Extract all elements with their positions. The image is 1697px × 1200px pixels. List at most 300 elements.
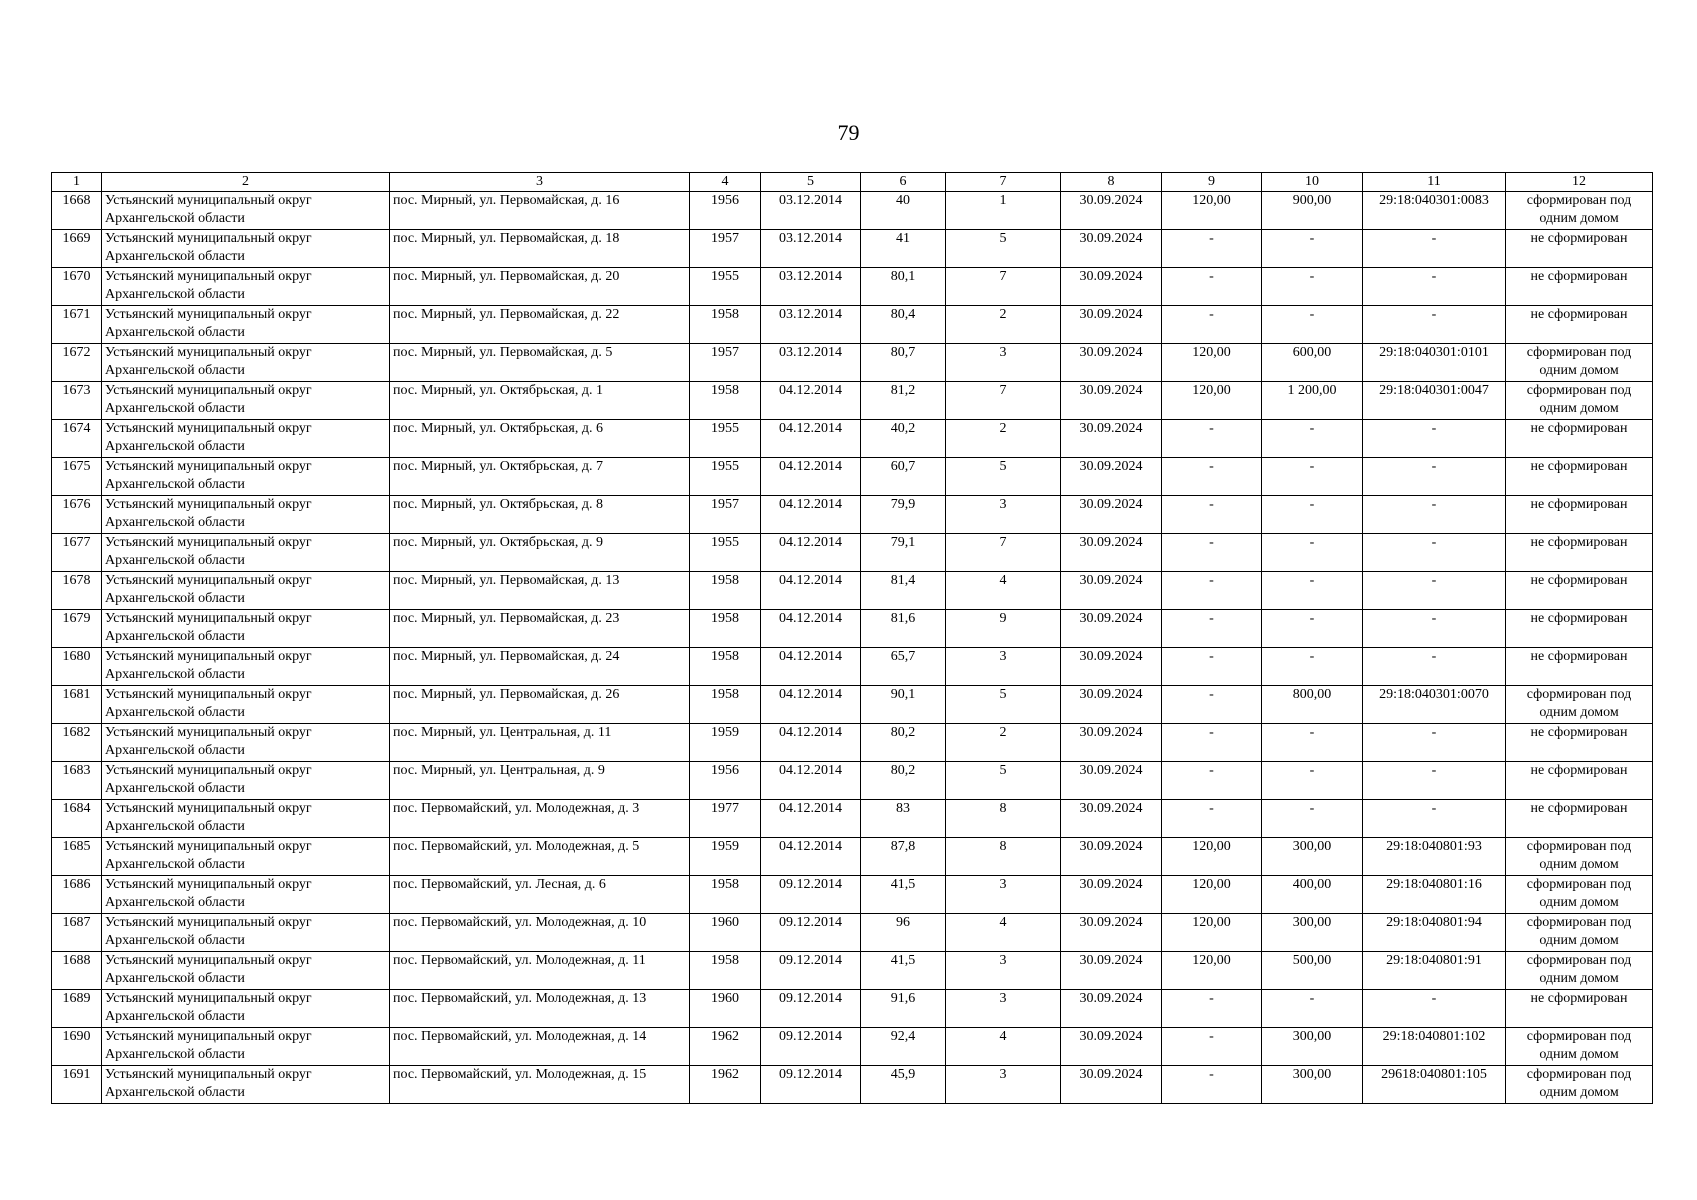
address-cell: пос. Мирный, ул. Первомайская, д. 5	[390, 344, 690, 382]
area-cell: 81,2	[861, 382, 946, 420]
municipality-cell: Устьянский муниципальный округ Архангельской области	[102, 344, 390, 382]
row-number: 1678	[52, 572, 102, 610]
area-cell: 92,4	[861, 1028, 946, 1066]
address-cell: пос. Первомайский, ул. Молодежная, д. 5	[390, 838, 690, 876]
row-number: 1684	[52, 800, 102, 838]
column-9-cell: -	[1162, 762, 1262, 800]
municipality-cell: Устьянский муниципальный округ Архангельской области	[102, 230, 390, 268]
column-10-cell: -	[1262, 724, 1363, 762]
column-9-cell: -	[1162, 1028, 1262, 1066]
land-status-cell: сформирован под одним домом	[1506, 382, 1653, 420]
cadastral-number-cell: 29:18:040801:16	[1363, 876, 1506, 914]
table-body	[52, 192, 1653, 1104]
column-9-cell: -	[1162, 420, 1262, 458]
column-9-cell: -	[1162, 230, 1262, 268]
column-8-date-cell: 30.09.2024	[1061, 838, 1162, 876]
municipality-cell: Устьянский муниципальный округ Архангельской области	[102, 762, 390, 800]
year-cell: 1959	[690, 724, 761, 762]
date-cell: 03.12.2014	[761, 344, 861, 382]
cadastral-number-cell: -	[1363, 306, 1506, 344]
column-10-cell: -	[1262, 230, 1363, 268]
column-9-cell: 120,00	[1162, 952, 1262, 990]
cadastral-number-cell: 29:18:040801:91	[1363, 952, 1506, 990]
column-7-cell: 5	[946, 686, 1061, 724]
column-7-cell: 3	[946, 344, 1061, 382]
column-9-cell: -	[1162, 800, 1262, 838]
land-status-cell: не сформирован	[1506, 800, 1653, 838]
year-cell: 1956	[690, 192, 761, 230]
row-number: 1688	[52, 952, 102, 990]
column-10-cell: 600,00	[1262, 344, 1363, 382]
address-cell: пос. Мирный, ул. Первомайская, д. 13	[390, 572, 690, 610]
year-cell: 1958	[690, 610, 761, 648]
column-header-2: 2	[102, 173, 390, 192]
area-cell: 80,1	[861, 268, 946, 306]
column-10-cell: -	[1262, 800, 1363, 838]
row-number: 1686	[52, 876, 102, 914]
table-row	[52, 420, 1653, 458]
row-number: 1672	[52, 344, 102, 382]
column-10-cell: -	[1262, 610, 1363, 648]
column-9-cell: 120,00	[1162, 344, 1262, 382]
row-number: 1689	[52, 990, 102, 1028]
column-9-cell: -	[1162, 1066, 1262, 1104]
date-cell: 04.12.2014	[761, 724, 861, 762]
header-row	[52, 173, 1653, 192]
column-header-8: 8	[1061, 173, 1162, 192]
column-7-cell: 2	[946, 724, 1061, 762]
land-status-cell: не сформирован	[1506, 572, 1653, 610]
year-cell: 1959	[690, 838, 761, 876]
year-cell: 1958	[690, 306, 761, 344]
date-cell: 04.12.2014	[761, 496, 861, 534]
column-8-date-cell: 30.09.2024	[1061, 1066, 1162, 1104]
column-8-date-cell: 30.09.2024	[1061, 990, 1162, 1028]
column-9-cell: -	[1162, 610, 1262, 648]
column-7-cell: 7	[946, 268, 1061, 306]
address-cell: пос. Мирный, ул. Октябрьская, д. 9	[390, 534, 690, 572]
year-cell: 1955	[690, 534, 761, 572]
land-status-cell: сформирован под одним домом	[1506, 344, 1653, 382]
table-row	[52, 192, 1653, 230]
area-cell: 96	[861, 914, 946, 952]
cadastral-number-cell: -	[1363, 800, 1506, 838]
year-cell: 1960	[690, 990, 761, 1028]
column-10-cell: 500,00	[1262, 952, 1363, 990]
land-status-cell: сформирован под одним домом	[1506, 876, 1653, 914]
column-9-cell: 120,00	[1162, 192, 1262, 230]
row-number: 1674	[52, 420, 102, 458]
cadastral-number-cell: 29:18:040801:93	[1363, 838, 1506, 876]
address-cell: пос. Первомайский, ул. Молодежная, д. 11	[390, 952, 690, 990]
column-10-cell: -	[1262, 990, 1363, 1028]
cadastral-number-cell: -	[1363, 990, 1506, 1028]
cadastral-number-cell: 29:18:040801:94	[1363, 914, 1506, 952]
column-8-date-cell: 30.09.2024	[1061, 876, 1162, 914]
column-header-9: 9	[1162, 173, 1262, 192]
address-cell: пос. Мирный, ул. Первомайская, д. 23	[390, 610, 690, 648]
column-10-cell: 300,00	[1262, 1028, 1363, 1066]
land-status-cell: сформирован под одним домом	[1506, 952, 1653, 990]
address-cell: пос. Первомайский, ул. Лесная, д. 6	[390, 876, 690, 914]
land-status-cell: не сформирован	[1506, 306, 1653, 344]
land-status-cell: сформирован под одним домом	[1506, 1028, 1653, 1066]
date-cell: 04.12.2014	[761, 648, 861, 686]
row-number: 1690	[52, 1028, 102, 1066]
column-10-cell: -	[1262, 420, 1363, 458]
table-row	[52, 838, 1653, 876]
column-header-10: 10	[1262, 173, 1363, 192]
area-cell: 80,7	[861, 344, 946, 382]
row-number: 1681	[52, 686, 102, 724]
column-10-cell: -	[1262, 458, 1363, 496]
column-9-cell: -	[1162, 686, 1262, 724]
table-row	[52, 572, 1653, 610]
date-cell: 03.12.2014	[761, 306, 861, 344]
housing-register-table	[51, 172, 1653, 1104]
table-row	[52, 800, 1653, 838]
column-8-date-cell: 30.09.2024	[1061, 496, 1162, 534]
land-status-cell: не сформирован	[1506, 990, 1653, 1028]
column-8-date-cell: 30.09.2024	[1061, 572, 1162, 610]
table-row	[52, 762, 1653, 800]
table-row	[52, 230, 1653, 268]
column-10-cell: 400,00	[1262, 876, 1363, 914]
column-header-7: 7	[946, 173, 1061, 192]
column-10-cell: -	[1262, 268, 1363, 306]
table-row	[52, 458, 1653, 496]
row-number: 1691	[52, 1066, 102, 1104]
column-8-date-cell: 30.09.2024	[1061, 458, 1162, 496]
date-cell: 04.12.2014	[761, 762, 861, 800]
column-10-cell: -	[1262, 572, 1363, 610]
column-header-1: 1	[52, 173, 102, 192]
column-9-cell: -	[1162, 572, 1262, 610]
column-10-cell: 1 200,00	[1262, 382, 1363, 420]
cadastral-number-cell: -	[1363, 762, 1506, 800]
column-10-cell: -	[1262, 306, 1363, 344]
area-cell: 40	[861, 192, 946, 230]
column-8-date-cell: 30.09.2024	[1061, 1028, 1162, 1066]
column-8-date-cell: 30.09.2024	[1061, 762, 1162, 800]
municipality-cell: Устьянский муниципальный округ Архангельской области	[102, 648, 390, 686]
address-cell: пос. Первомайский, ул. Молодежная, д. 10	[390, 914, 690, 952]
date-cell: 04.12.2014	[761, 838, 861, 876]
column-8-date-cell: 30.09.2024	[1061, 420, 1162, 458]
date-cell: 04.12.2014	[761, 458, 861, 496]
cadastral-number-cell: -	[1363, 572, 1506, 610]
land-status-cell: сформирован под одним домом	[1506, 1066, 1653, 1104]
table-row	[52, 1028, 1653, 1066]
area-cell: 81,4	[861, 572, 946, 610]
area-cell: 65,7	[861, 648, 946, 686]
address-cell: пос. Мирный, ул. Центральная, д. 9	[390, 762, 690, 800]
municipality-cell: Устьянский муниципальный округ Архангельской области	[102, 496, 390, 534]
column-7-cell: 5	[946, 762, 1061, 800]
cadastral-number-cell: -	[1363, 648, 1506, 686]
address-cell: пос. Мирный, ул. Первомайская, д. 18	[390, 230, 690, 268]
land-status-cell: не сформирован	[1506, 762, 1653, 800]
row-number: 1671	[52, 306, 102, 344]
date-cell: 04.12.2014	[761, 382, 861, 420]
area-cell: 87,8	[861, 838, 946, 876]
row-number: 1683	[52, 762, 102, 800]
column-8-date-cell: 30.09.2024	[1061, 952, 1162, 990]
column-9-cell: -	[1162, 458, 1262, 496]
address-cell: пос. Мирный, ул. Первомайская, д. 22	[390, 306, 690, 344]
row-number: 1669	[52, 230, 102, 268]
land-status-cell: не сформирован	[1506, 420, 1653, 458]
column-7-cell: 4	[946, 914, 1061, 952]
date-cell: 03.12.2014	[761, 268, 861, 306]
land-status-cell: не сформирован	[1506, 458, 1653, 496]
area-cell: 40,2	[861, 420, 946, 458]
column-10-cell: 300,00	[1262, 1066, 1363, 1104]
year-cell: 1957	[690, 230, 761, 268]
year-cell: 1977	[690, 800, 761, 838]
column-header-11: 11	[1363, 173, 1506, 192]
column-7-cell: 3	[946, 952, 1061, 990]
column-header-12: 12	[1506, 173, 1653, 192]
row-number: 1687	[52, 914, 102, 952]
column-header-4: 4	[690, 173, 761, 192]
column-8-date-cell: 30.09.2024	[1061, 648, 1162, 686]
year-cell: 1958	[690, 876, 761, 914]
municipality-cell: Устьянский муниципальный округ Архангельской области	[102, 990, 390, 1028]
column-7-cell: 3	[946, 496, 1061, 534]
column-10-cell: -	[1262, 648, 1363, 686]
cadastral-number-cell: 29:18:040301:0070	[1363, 686, 1506, 724]
address-cell: пос. Мирный, ул. Октябрьская, д. 7	[390, 458, 690, 496]
municipality-cell: Устьянский муниципальный округ Архангельской области	[102, 572, 390, 610]
column-9-cell: 120,00	[1162, 876, 1262, 914]
row-number: 1673	[52, 382, 102, 420]
column-8-date-cell: 30.09.2024	[1061, 192, 1162, 230]
cadastral-number-cell: 29:18:040301:0047	[1363, 382, 1506, 420]
address-cell: пос. Мирный, ул. Первомайская, д. 16	[390, 192, 690, 230]
land-status-cell: сформирован под одним домом	[1506, 686, 1653, 724]
cadastral-number-cell: -	[1363, 534, 1506, 572]
year-cell: 1958	[690, 382, 761, 420]
municipality-cell: Устьянский муниципальный округ Архангельской области	[102, 952, 390, 990]
table-row	[52, 382, 1653, 420]
table-row	[52, 1066, 1653, 1104]
year-cell: 1958	[690, 648, 761, 686]
column-7-cell: 4	[946, 572, 1061, 610]
column-7-cell: 2	[946, 420, 1061, 458]
year-cell: 1958	[690, 686, 761, 724]
year-cell: 1960	[690, 914, 761, 952]
table-row	[52, 990, 1653, 1028]
cadastral-number-cell: -	[1363, 496, 1506, 534]
column-10-cell: 800,00	[1262, 686, 1363, 724]
date-cell: 04.12.2014	[761, 572, 861, 610]
cadastral-number-cell: -	[1363, 458, 1506, 496]
column-7-cell: 3	[946, 990, 1061, 1028]
address-cell: пос. Мирный, ул. Октябрьская, д. 6	[390, 420, 690, 458]
column-7-cell: 9	[946, 610, 1061, 648]
address-cell: пос. Мирный, ул. Первомайская, д. 24	[390, 648, 690, 686]
address-cell: пос. Мирный, ул. Первомайская, д. 20	[390, 268, 690, 306]
cadastral-number-cell: -	[1363, 724, 1506, 762]
column-8-date-cell: 30.09.2024	[1061, 800, 1162, 838]
column-7-cell: 7	[946, 534, 1061, 572]
municipality-cell: Устьянский муниципальный округ Архангельской области	[102, 458, 390, 496]
column-8-date-cell: 30.09.2024	[1061, 534, 1162, 572]
column-7-cell: 1	[946, 192, 1061, 230]
column-9-cell: 120,00	[1162, 382, 1262, 420]
date-cell: 09.12.2014	[761, 1028, 861, 1066]
date-cell: 04.12.2014	[761, 534, 861, 572]
address-cell: пос. Первомайский, ул. Молодежная, д. 14	[390, 1028, 690, 1066]
year-cell: 1957	[690, 344, 761, 382]
area-cell: 45,9	[861, 1066, 946, 1104]
area-cell: 83	[861, 800, 946, 838]
municipality-cell: Устьянский муниципальный округ Архангельской области	[102, 1066, 390, 1104]
column-9-cell: 120,00	[1162, 838, 1262, 876]
column-7-cell: 2	[946, 306, 1061, 344]
date-cell: 03.12.2014	[761, 192, 861, 230]
table-row	[52, 268, 1653, 306]
table-row	[52, 686, 1653, 724]
row-number: 1675	[52, 458, 102, 496]
page-number: 79	[837, 120, 860, 145]
table-row	[52, 534, 1653, 572]
area-cell: 90,1	[861, 686, 946, 724]
table-row	[52, 724, 1653, 762]
row-number: 1679	[52, 610, 102, 648]
column-7-cell: 5	[946, 458, 1061, 496]
column-7-cell: 8	[946, 800, 1061, 838]
municipality-cell: Устьянский муниципальный округ Архангельской области	[102, 306, 390, 344]
year-cell: 1956	[690, 762, 761, 800]
area-cell: 60,7	[861, 458, 946, 496]
column-8-date-cell: 30.09.2024	[1061, 344, 1162, 382]
address-cell: пос. Мирный, ул. Октябрьская, д. 1	[390, 382, 690, 420]
column-9-cell: -	[1162, 534, 1262, 572]
land-status-cell: сформирован под одним домом	[1506, 914, 1653, 952]
column-10-cell: -	[1262, 496, 1363, 534]
land-status-cell: не сформирован	[1506, 724, 1653, 762]
column-10-cell: -	[1262, 534, 1363, 572]
area-cell: 80,2	[861, 762, 946, 800]
area-cell: 41,5	[861, 876, 946, 914]
column-7-cell: 5	[946, 230, 1061, 268]
year-cell: 1958	[690, 572, 761, 610]
column-header-3: 3	[390, 173, 690, 192]
cadastral-number-cell: -	[1363, 230, 1506, 268]
column-9-cell: 120,00	[1162, 914, 1262, 952]
municipality-cell: Устьянский муниципальный округ Архангельской области	[102, 838, 390, 876]
table-row	[52, 952, 1653, 990]
address-cell: пос. Мирный, ул. Центральная, д. 11	[390, 724, 690, 762]
year-cell: 1957	[690, 496, 761, 534]
column-header-5: 5	[761, 173, 861, 192]
address-cell: пос. Первомайский, ул. Молодежная, д. 15	[390, 1066, 690, 1104]
address-cell: пос. Мирный, ул. Октябрьская, д. 8	[390, 496, 690, 534]
year-cell: 1955	[690, 458, 761, 496]
column-9-cell: -	[1162, 306, 1262, 344]
year-cell: 1958	[690, 952, 761, 990]
column-7-cell: 7	[946, 382, 1061, 420]
area-cell: 81,6	[861, 610, 946, 648]
column-7-cell: 4	[946, 1028, 1061, 1066]
municipality-cell: Устьянский муниципальный округ Архангельской области	[102, 1028, 390, 1066]
table-row	[52, 306, 1653, 344]
cadastral-number-cell: -	[1363, 610, 1506, 648]
column-8-date-cell: 30.09.2024	[1061, 724, 1162, 762]
land-status-cell: не сформирован	[1506, 496, 1653, 534]
area-cell: 80,2	[861, 724, 946, 762]
land-status-cell: не сформирован	[1506, 230, 1653, 268]
date-cell: 04.12.2014	[761, 420, 861, 458]
date-cell: 09.12.2014	[761, 876, 861, 914]
date-cell: 09.12.2014	[761, 1066, 861, 1104]
municipality-cell: Устьянский муниципальный округ Архангельской области	[102, 610, 390, 648]
column-10-cell: -	[1262, 762, 1363, 800]
column-7-cell: 3	[946, 648, 1061, 686]
column-10-cell: 300,00	[1262, 838, 1363, 876]
column-8-date-cell: 30.09.2024	[1061, 382, 1162, 420]
municipality-cell: Устьянский муниципальный округ Архангельской области	[102, 534, 390, 572]
column-10-cell: 300,00	[1262, 914, 1363, 952]
area-cell: 41	[861, 230, 946, 268]
row-number: 1676	[52, 496, 102, 534]
row-number: 1677	[52, 534, 102, 572]
cadastral-number-cell: 29:18:040801:102	[1363, 1028, 1506, 1066]
date-cell: 04.12.2014	[761, 686, 861, 724]
address-cell: пос. Первомайский, ул. Молодежная, д. 13	[390, 990, 690, 1028]
land-status-cell: сформирован под одним домом	[1506, 192, 1653, 230]
row-number: 1685	[52, 838, 102, 876]
municipality-cell: Устьянский муниципальный округ Архангельской области	[102, 686, 390, 724]
municipality-cell: Устьянский муниципальный округ Архангельской области	[102, 800, 390, 838]
column-7-cell: 3	[946, 876, 1061, 914]
area-cell: 79,1	[861, 534, 946, 572]
table-row	[52, 610, 1653, 648]
column-header-6: 6	[861, 173, 946, 192]
municipality-cell: Устьянский муниципальный округ Архангельской области	[102, 914, 390, 952]
land-status-cell: не сформирован	[1506, 268, 1653, 306]
land-status-cell: не сформирован	[1506, 648, 1653, 686]
table-header	[52, 173, 1653, 192]
row-number: 1682	[52, 724, 102, 762]
date-cell: 09.12.2014	[761, 952, 861, 990]
date-cell: 09.12.2014	[761, 990, 861, 1028]
cadastral-number-cell: 29:18:040301:0101	[1363, 344, 1506, 382]
municipality-cell: Устьянский муниципальный округ Архангельской области	[102, 268, 390, 306]
year-cell: 1955	[690, 420, 761, 458]
cadastral-number-cell: 29618:040801:105	[1363, 1066, 1506, 1104]
land-status-cell: сформирован под одним домом	[1506, 838, 1653, 876]
table-row	[52, 496, 1653, 534]
row-number: 1668	[52, 192, 102, 230]
column-9-cell: -	[1162, 496, 1262, 534]
table-row	[52, 344, 1653, 382]
column-8-date-cell: 30.09.2024	[1061, 230, 1162, 268]
column-9-cell: -	[1162, 990, 1262, 1028]
table-row	[52, 648, 1653, 686]
area-cell: 91,6	[861, 990, 946, 1028]
column-8-date-cell: 30.09.2024	[1061, 914, 1162, 952]
column-7-cell: 8	[946, 838, 1061, 876]
municipality-cell: Устьянский муниципальный округ Архангельской области	[102, 876, 390, 914]
land-status-cell: не сформирован	[1506, 534, 1653, 572]
year-cell: 1955	[690, 268, 761, 306]
cadastral-number-cell: 29:18:040301:0083	[1363, 192, 1506, 230]
column-10-cell: 900,00	[1262, 192, 1363, 230]
date-cell: 04.12.2014	[761, 800, 861, 838]
